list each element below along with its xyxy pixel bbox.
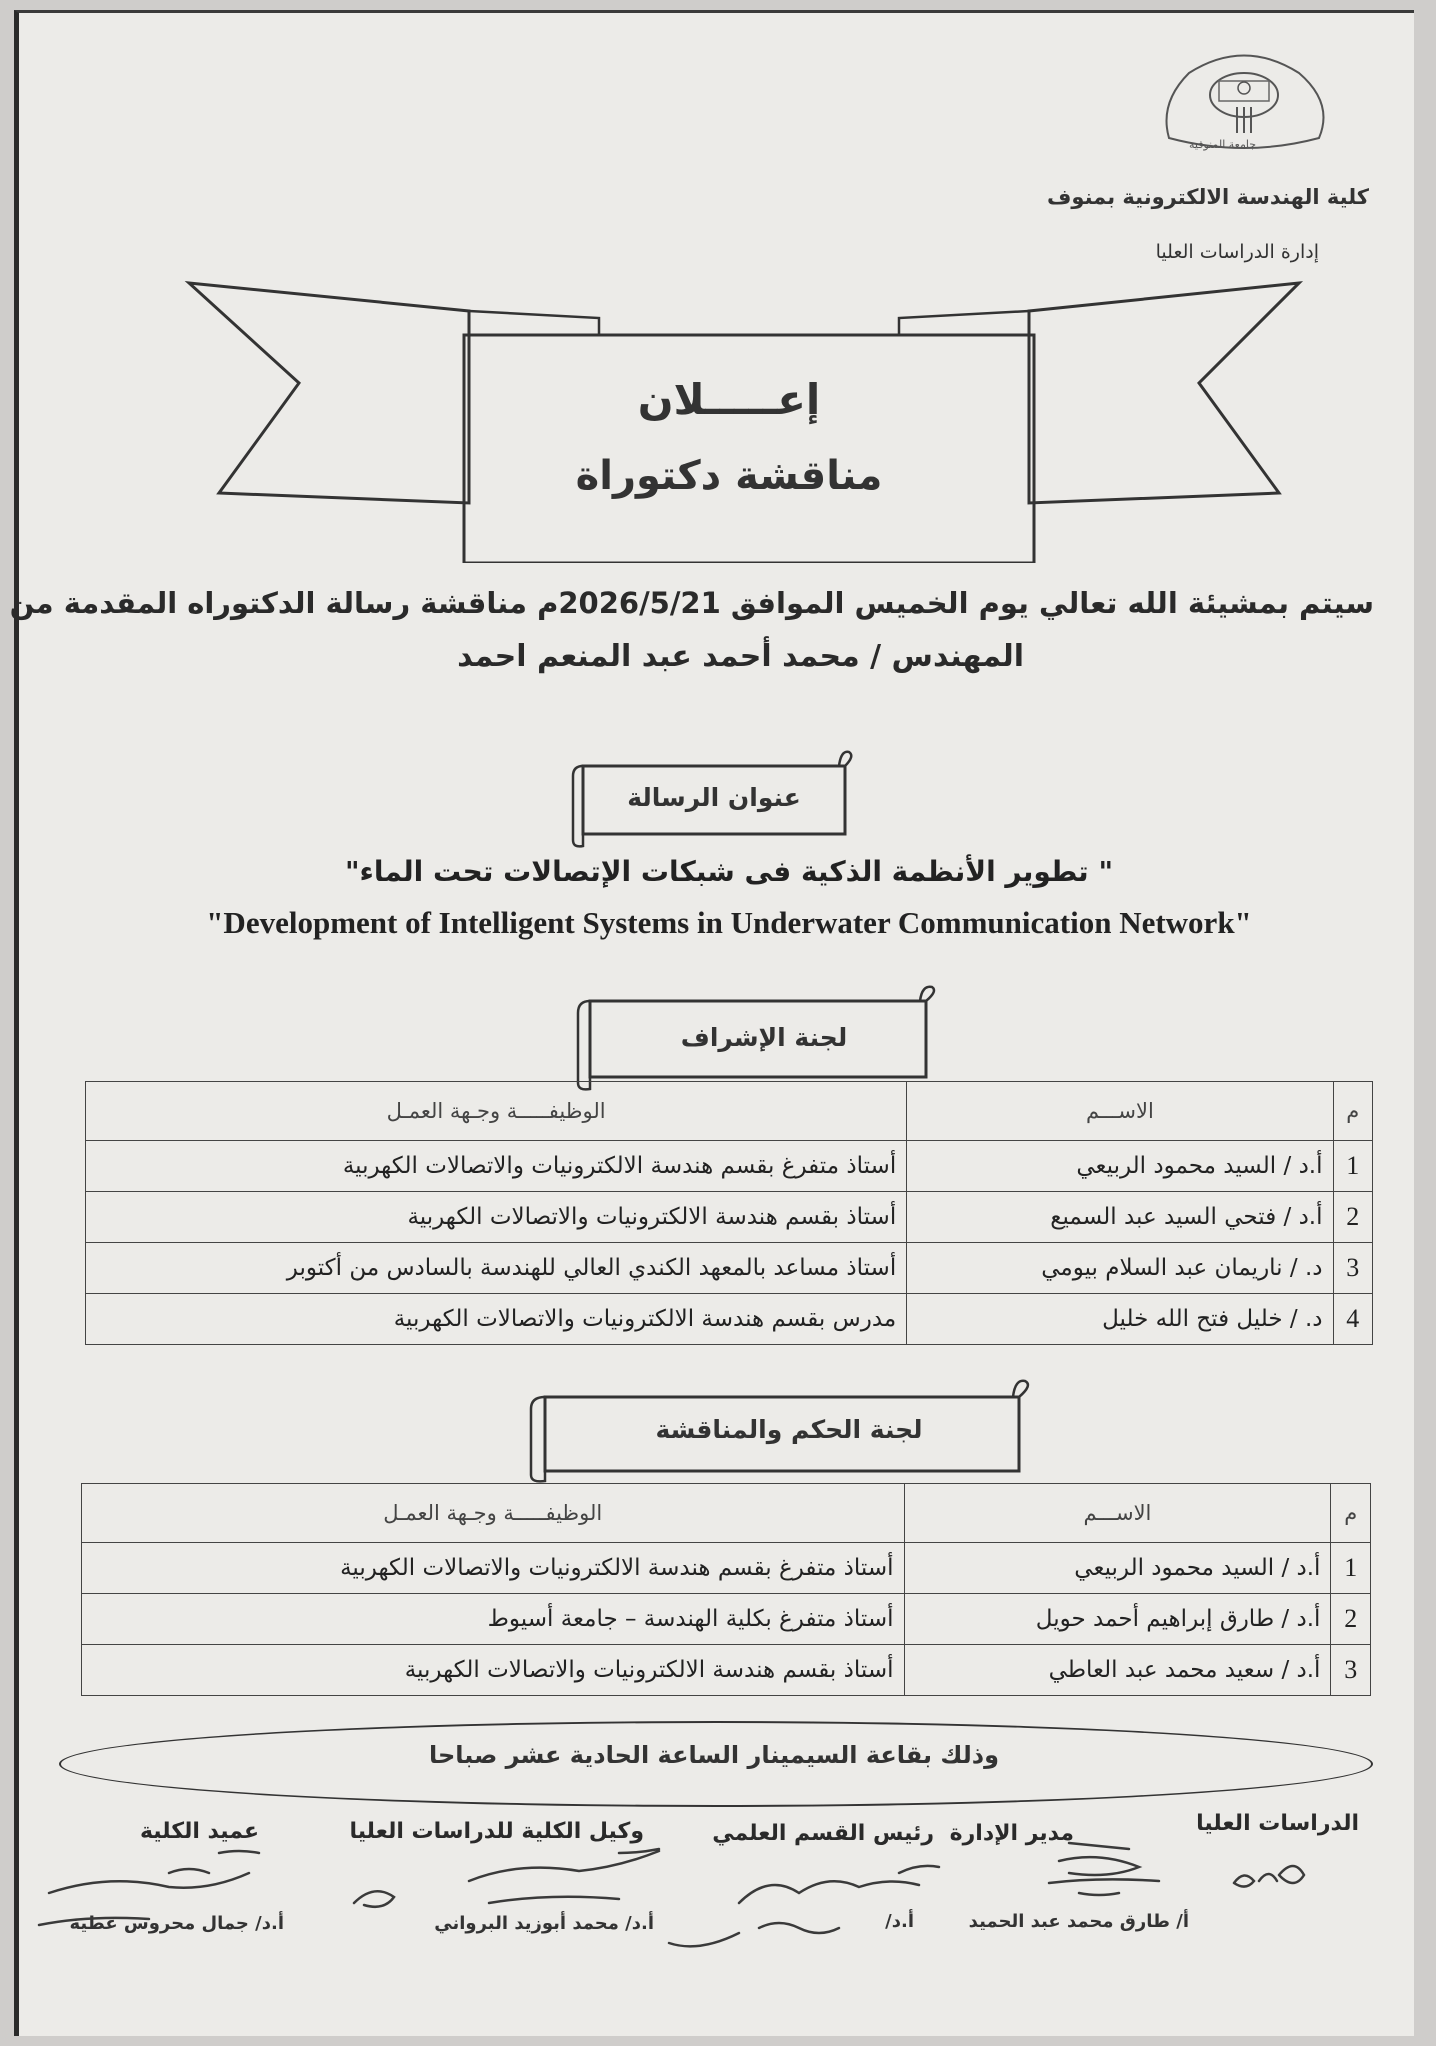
supervision-table [85, 1081, 1373, 1345]
venue-text: وذلك بقاعة السيمينار الساعة الحادية عشر صباحا [428, 1741, 1000, 1769]
header-job: الوظيفـــــة وجـهة العمـل [82, 1484, 905, 1543]
row-job: أستاذ مساعد بالمعهد الكندي العالي للهندسة بالسادس من أكتوبر [86, 1243, 907, 1294]
row-name: أ.د / فتحي السيد عبد السميع [907, 1192, 1333, 1243]
supervision-label: لجنة الإشراف [680, 1023, 848, 1052]
table-row [82, 1543, 1371, 1594]
signature-title-vice-dean: وكيل الكلية للدراسات العليا [349, 1819, 644, 1844]
header-job: الوظيفـــــة وجـهة العمـل [86, 1082, 907, 1141]
thesis-label: عنوان الرسالة [627, 783, 801, 812]
table-row [86, 1294, 1373, 1345]
row-job: أستاذ متفرغ بقسم هندسة الالكترونيات والاتصالات الكهربية [82, 1543, 905, 1594]
row-job: أستاذ بقسم هندسة الالكترونيات والاتصالات الكهربية [82, 1645, 905, 1696]
table-row [86, 1243, 1373, 1294]
row-num: 1 [1333, 1141, 1372, 1192]
header-name: الاســـم [904, 1484, 1331, 1543]
signature-title-graduate-studies: الدراسات العليا [1196, 1811, 1359, 1836]
table-row [86, 1141, 1373, 1192]
table-header-row [82, 1484, 1371, 1543]
candidate-name: المهندس / محمد أحمد عبد المنعم احمد [457, 639, 1024, 674]
row-name: أ.د / السيد محمود الربيعي [907, 1141, 1333, 1192]
college-name: كلية الهندسة الالكترونية بمنوف [1047, 185, 1369, 209]
row-job: أستاذ متفرغ بقسم هندسة الالكترونيات والاتصالات الكهربية [86, 1141, 907, 1192]
header-num: م [1333, 1082, 1372, 1141]
thesis-title-arabic: " تطوير الأنظمة الذكية فى شبكات الإتصالات تحت الماء" [344, 855, 1114, 888]
signature-title-dean: عميد الكلية [139, 1819, 259, 1844]
row-num: 2 [1333, 1192, 1372, 1243]
logo-text: جامعة المنوفية [1189, 138, 1256, 151]
department-name: إدارة الدراسات العليا [1155, 241, 1319, 263]
row-num: 1 [1331, 1543, 1371, 1594]
row-job: مدرس بقسم هندسة الالكترونيات والاتصالات الكهربية [86, 1294, 907, 1345]
row-num: 3 [1333, 1243, 1372, 1294]
row-job: أستاذ بقسم هندسة الالكترونيات والاتصالات الكهربية [86, 1192, 907, 1243]
row-name: أ.د / سعيد محمد عبد العاطي [904, 1645, 1331, 1696]
signature-title-department-head: رئيس القسم العلمي [712, 1821, 934, 1846]
thesis-title-english: "Development of Intelligent Systems in Underwater Communication Network" [206, 905, 1252, 940]
signature-name-department-head: أ.د/ [885, 1911, 914, 1932]
row-name: أ.د / طارق إبراهيم أحمد حويل [904, 1594, 1331, 1645]
announcement-page [9, 10, 1414, 2036]
row-num: 2 [1331, 1594, 1371, 1645]
row-job: أستاذ متفرغ بكلية الهندسة – جامعة أسيوط [82, 1594, 905, 1645]
row-num: 3 [1331, 1645, 1371, 1696]
row-name: أ.د / السيد محمود الربيعي [904, 1543, 1331, 1594]
announcement-title: إعـــــلان [637, 375, 821, 424]
announcement-subtitle: مناقشة دكتوراة [575, 453, 883, 499]
intro-line-1: سيتم بمشيئة الله تعالي يوم الخميس الموافق 2026/5/21م مناقشة رسالة الدكتوراه المقدمة من [9, 586, 1374, 620]
table-row [82, 1645, 1371, 1696]
signature-title-admin-manager: مدير الإدارة [949, 1821, 1074, 1846]
examination-table [81, 1483, 1371, 1696]
signature-name-admin-manager: أ/ طارق محمد عبد الحميد [968, 1911, 1189, 1932]
examination-label: لجنة الحكم والمناقشة [655, 1415, 923, 1444]
signature-name-dean: أ.د/ جمال محروس عطية [69, 1913, 284, 1934]
table-header-row [86, 1082, 1373, 1141]
table-row [82, 1594, 1371, 1645]
header-num: م [1331, 1484, 1371, 1543]
signature-name-vice-dean: أ.د/ محمد أبوزيد البرواني [434, 1913, 654, 1934]
row-name: د. / خليل فتح الله خليل [907, 1294, 1333, 1345]
table-row [86, 1192, 1373, 1243]
row-num: 4 [1333, 1294, 1372, 1345]
row-name: د. / ناريمان عبد السلام بيومي [907, 1243, 1333, 1294]
header-name: الاســـم [907, 1082, 1333, 1141]
